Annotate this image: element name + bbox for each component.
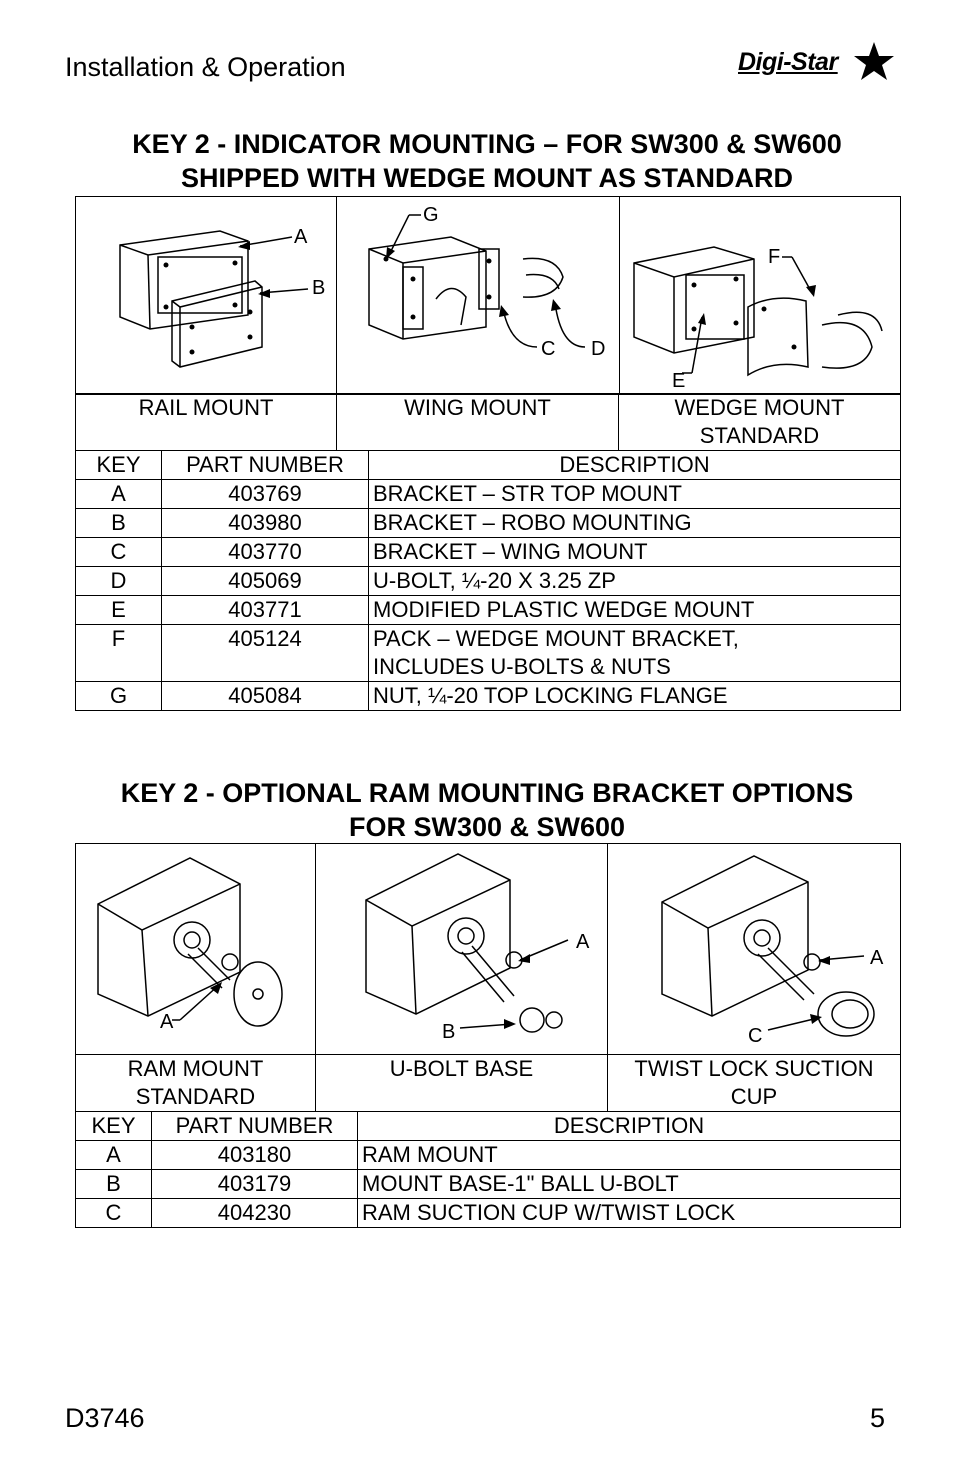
table-row: D 405069 U-BOLT, ¼-20 X 3.25 ZP xyxy=(76,567,901,596)
ubolt-callout-b: B xyxy=(442,1021,456,1043)
table-row: G 405084 NUT, ¼-20 TOP LOCKING FLANGE xyxy=(76,682,901,711)
ram-mount-label: RAM MOUNT STANDARD xyxy=(76,1055,316,1112)
ram-callout-a: A xyxy=(160,1011,174,1033)
u-bolt-base-label: U-BOLT BASE xyxy=(316,1055,608,1112)
section1-mount-labels xyxy=(75,393,901,451)
twist-lock-suction-illustration xyxy=(608,844,901,1055)
table-row: C 404230 RAM SUCTION CUP W/TWIST LOCK xyxy=(76,1199,901,1228)
table-row: B 403980 BRACKET – ROBO MOUNTING xyxy=(76,509,901,538)
section2-mount-labels xyxy=(75,1054,901,1112)
section1-title-line1: KEY 2 - INDICATOR MOUNTING – FOR SW300 & SW600 xyxy=(132,129,842,159)
logo-text: Digi-Star xyxy=(738,48,838,76)
table-row: E 403771 MODIFIED PLASTIC WEDGE MOUNT xyxy=(76,596,901,625)
section2-parts-table xyxy=(75,1111,901,1228)
suction-callout-a: A xyxy=(870,947,884,969)
section1-title xyxy=(75,127,899,195)
callout-e: E xyxy=(672,370,686,392)
header-title: Installation & Operation xyxy=(65,52,346,82)
table-row: A 403180 RAM MOUNT xyxy=(76,1141,901,1170)
section2-title-line2: FOR SW300 & SW600 xyxy=(348,812,626,842)
ram-mount-illustration xyxy=(76,844,316,1055)
table-row: B 403179 MOUNT BASE-1" BALL U-BOLT xyxy=(76,1170,901,1199)
section2-illustration-table xyxy=(75,843,901,1055)
callout-a: A xyxy=(294,226,308,248)
page-number: 5 xyxy=(870,1403,886,1433)
wedge-mount-illustration xyxy=(620,197,901,395)
table-header-row: KEY PART NUMBER DESCRIPTION xyxy=(76,1112,901,1141)
twist-lock-label: TWIST LOCK SUCTION CUP xyxy=(608,1055,901,1112)
section2-illustrations-row xyxy=(76,844,901,1055)
wedge-mount-label: WEDGE MOUNT STANDARD xyxy=(619,394,901,451)
callout-d: D xyxy=(591,338,606,360)
digi-star-logo xyxy=(738,42,898,86)
section2-title-line1: KEY 2 - OPTIONAL RAM MOUNTING BRACKET OPTIONS xyxy=(120,778,854,808)
suction-callout-c: C xyxy=(748,1025,763,1047)
section1-illustrations-row xyxy=(76,197,901,395)
table-row: A 403769 BRACKET – STR TOP MOUNT xyxy=(76,480,901,509)
callout-g: G xyxy=(423,204,439,226)
doc-number: D3746 xyxy=(65,1403,145,1433)
wing-mount-illustration xyxy=(337,197,620,395)
rail-mount-illustration xyxy=(76,197,337,395)
rail-mount-label: RAIL MOUNT xyxy=(76,394,337,451)
table-header-row: KEY PART NUMBER DESCRIPTION xyxy=(76,451,901,480)
section1-parts-table xyxy=(75,450,901,711)
callout-c: C xyxy=(541,338,556,360)
section2-title xyxy=(75,776,899,844)
wing-mount-label: WING MOUNT xyxy=(337,394,619,451)
section1-title-line2: SHIPPED WITH WEDGE MOUNT AS STANDARD xyxy=(181,163,793,193)
star-icon xyxy=(850,40,896,84)
callout-b: B xyxy=(312,277,326,299)
u-bolt-base-illustration xyxy=(316,844,608,1055)
callout-f: F xyxy=(768,246,781,268)
section1-illustration-table xyxy=(75,196,901,395)
ubolt-callout-a: A xyxy=(576,931,590,953)
table-row: C 403770 BRACKET – WING MOUNT xyxy=(76,538,901,567)
table-row: F 405124 PACK – WEDGE MOUNT BRACKET, INCLUDES U-BOLTS & NUTS xyxy=(76,625,901,682)
